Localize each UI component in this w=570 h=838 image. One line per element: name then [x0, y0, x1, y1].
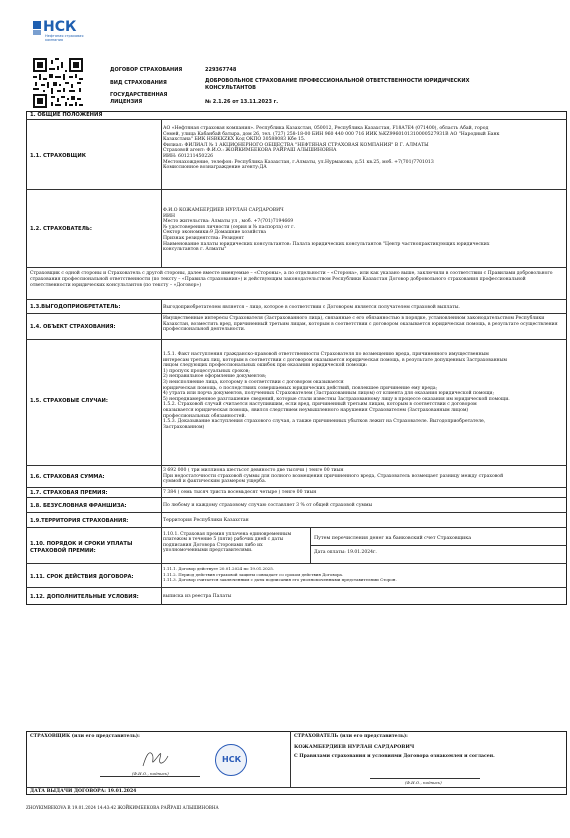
insured-sign-name: КОЖАМБЕРДИЕВ НУРЛАН САРДАРОВИЧ — [294, 744, 415, 750]
logo-tagline-1: Нефтяная страховая — [45, 34, 84, 38]
object-label: 1.4. ОБЪЕКТ СТРАХОВАНИЯ: — [30, 324, 116, 330]
franchise-label: 1.8. БЕЗУСЛОВНАЯ ФРАНШИЗА: — [30, 503, 127, 509]
case-line: Застрахованном) — [163, 424, 205, 430]
preamble-text: Страховщик с одной стороны и Страхователь с другой стороны, далее вместе именуемые – «Стороны», а по отдельности – «Сторона», или как указано выше, заключили в соответствии с Правилами добровольного страхования профессиональной ответственности (по тексту – «Правила страхования») и действующим законодательством Республики Казахстан Договор добровольного страхования профессиональной ответственности юридических консультантов (по тексту – «Договор») — [30, 271, 553, 288]
term-line: 1.11.1. Договор действует 20.01.2024 по 19.01.2025. — [163, 566, 275, 571]
case-line: 2) неправильное оформление документов; — [163, 374, 267, 380]
payment-label-2: СТРАХОВОЙ ПРЕМИИ: — [30, 548, 96, 554]
insurer-line: АО «Нефтяная страховая компания». Республика Казахстан, 050012, Республика Казахстан, F18A7E4 (071400), область Абай, город — [163, 126, 489, 131]
premium-label: 1.7. СТРАХОВАЯ ПРЕМИЯ: — [30, 490, 108, 496]
sum-line: 3 692 000 ( три миллиона шестьсот девяносто две тысячи ) тенге 00 тиын — [163, 468, 344, 473]
signature-block — [26, 731, 567, 795]
logo-tagline-2: компания — [45, 38, 63, 42]
extra-label: 1.12. ДОПОЛНИТЕЛЬНЫЕ УСЛОВИЯ: — [30, 594, 139, 600]
payment-line: платежом в течение 5 (пяти) рабочих дней с даты — [163, 537, 284, 543]
insurance-type-value: ДОБРОВОЛЬНОЕ СТРАХОВАНИЕ ПРОФЕССИОНАЛЬНОЙ ОТВЕТСТВЕННОСТИ ЮРИДИЧЕСКИХ КОНСУЛЬТАНТОВ — [205, 78, 470, 91]
territory-value: Территория Республики Казахстан — [163, 518, 249, 523]
insured-sign-caption: (Ф.И.О., подпись) — [405, 780, 442, 785]
insured-label: 1.2. СТРАХОВАТЕЛЬ: — [30, 226, 92, 232]
signature-line — [370, 778, 480, 779]
divider — [161, 588, 162, 605]
insured-line: Наименование палаты юридических консультантов: Палата юридических консультантов "Центр частнопрактикующих юридических — [163, 241, 490, 247]
insurer-line: Филиал: ФИЛИАЛ № 1 АКЦИОНЕРНОГО ОБЩЕСТВА "НЕФТЯНАЯ СТРАХОВАЯ КОМПАНИЯ" В Г. АЛМАТЫ — [163, 142, 429, 148]
payment-method: Путем перечисления денег на банковский счет Страховщика — [314, 536, 472, 541]
logo-name: НСК — [43, 19, 77, 35]
case-line: 1) пропуск процессуальных сроков; — [163, 368, 250, 374]
term-line: 1.11.3. Договор считается заключенным с даты подписания его уполномоченными представителями Сторон. — [163, 577, 397, 583]
insurer-line: Местонахождение, телефон: Республика Казахстан, г.Алматы, ул.Нурмакова, д.51 кв.25, моб. +7(701)7701013 — [163, 159, 434, 165]
divider — [161, 300, 162, 314]
sum-details — [163, 468, 563, 485]
insured-agreement: С Правилами страхования и условиями Договора ознакомлен и согласен. — [294, 754, 495, 759]
contract-label: ДОГОВОР СТРАХОВАНИЯ — [110, 67, 183, 73]
divider — [310, 545, 567, 546]
case-line: 5) непреднамеренное разглашение сведений, которые стали известны Застрахованному лицу в процессе оказания им юридической помощи. — [163, 396, 510, 402]
cases-label: 1.5. СТРАХОВЫЕ СЛУЧАИ: — [30, 398, 108, 404]
insured-sign-title: СТРАХОВАТЕЛЬ (или его представитель): — [294, 734, 408, 739]
beneficiary-label: 1.3.ВЫГОДОПРИОБРЕТАТЕЛЬ: — [30, 304, 121, 310]
extra-value: выписка из реестра Палаты — [163, 594, 232, 599]
divider — [161, 340, 162, 466]
insurer-sign-caption: (Ф.И.О., подпись) — [132, 771, 169, 776]
payment-line: 1.10.1. Страховая премия уплачена единовременным — [163, 532, 292, 537]
license-label-2: ЛИЦЕНЗИЯ — [110, 99, 143, 105]
payment-details — [163, 532, 308, 554]
divider — [290, 731, 291, 787]
insured-line: № удостоверения личности (серия и № паспорта) от г. — [163, 224, 295, 230]
divider — [26, 787, 567, 788]
case-line: 4) утрата или порча документов, полученных Страхователем (Застрахованным лицом) от клиента для оказания юридической помощи; — [163, 391, 495, 397]
insurer-line: Казахстана" БИК HSBKKZKX Код ОКПО 30588083 Кбе 15. — [163, 137, 306, 143]
insurer-line: ИИН: 601211450226 — [163, 153, 214, 159]
payment-label-1: 1.10. ПОРЯДОК И СРОКИ УПЛАТЫ — [30, 541, 133, 547]
divider — [161, 564, 162, 588]
insured-line: ИИН — [163, 213, 176, 219]
divider — [161, 190, 162, 268]
insured-line: консультантов г. Алматы" — [163, 247, 227, 253]
case-line: профессиональных обязанностей. — [163, 413, 246, 419]
insured-line: Ф.И.О КОЖАМБЕРДИЕВ НУРЛАН САРДАРОВИЧ — [163, 208, 284, 213]
qr-code — [33, 58, 83, 108]
divider — [310, 528, 311, 564]
insurer-sign-title: СТРАХОВЩИК (или его представитель): — [30, 734, 140, 739]
divider — [161, 488, 162, 498]
insurer-line: Страховой агент: Ф.И.О.: ЖОЙКИМБЕКОВА РАЙРАШ АЛЫШИНОВНА — [163, 148, 337, 154]
premium-value: 7 384 ( семь тысяч триста восемьдесят четыре ) тенге 00 тиын — [163, 490, 317, 495]
divider — [161, 528, 162, 564]
case-line: лицом следующих профессиональных ошибок при оказании юридической помощи: — [163, 363, 368, 369]
insurance-type-label: ВИД СТРАХОВАНИЯ — [110, 80, 167, 86]
case-line: 1.5.2. Страховой случай считается наступившим, если вред, причиненный третьим лицам, которым в соответствии с договором — [163, 402, 477, 408]
sum-line: суммой и фактическим размером ущерба. — [163, 479, 267, 485]
divider — [161, 120, 162, 190]
divider — [161, 513, 162, 528]
stamp-text: НСК — [222, 755, 242, 764]
sum-label: 1.6. СТРАХОВАЯ СУММА: — [30, 474, 105, 480]
divider — [161, 314, 162, 340]
signature-line — [100, 776, 200, 777]
company-logo — [33, 19, 93, 47]
insured-line: Сектор экономики:9 Домашние хозяйства — [163, 230, 266, 236]
section-general-row — [26, 111, 567, 120]
license-value: № 2.1.26 от 13.11.2023 г. — [205, 99, 279, 105]
cases-details — [163, 352, 563, 430]
payment-line: подписания Договора Сторонами либо их — [163, 542, 263, 548]
case-line: интересам третьих лиц, которым в соответствии с договором оказывается юридическая помощь, в результате допущенных Застрахованным — [163, 357, 507, 363]
insurer-details — [163, 126, 563, 171]
term-details — [163, 566, 397, 583]
contract-number: 229367748 — [205, 67, 237, 73]
object-value: Имущественные интересы Страхователя (Застрахованного лица), связанные с его обязанностью в порядке, установленном законодательством Республики Казахстан, возместить вред, причиненный третьим лицам, которым в соответствии с договором оказывается юридическая помощь, в результате осуществления профессиональной деятельности. — [163, 316, 558, 333]
territory-label: 1.9.ТЕРРИТОРИЯ СТРАХОВАНИЯ: — [30, 518, 129, 524]
license-label-1: ГОСУДАРСТВЕННАЯ — [110, 92, 168, 98]
company-stamp — [215, 744, 247, 776]
divider — [161, 498, 162, 513]
insured-details — [163, 208, 563, 253]
insured-line: Место жительства: Алматы ул , моб. +7(701)7194669 — [163, 219, 294, 225]
divider — [161, 466, 162, 488]
issue-date: ДАТА ВЫДАЧИ ДОГОВОРА: 19.01.2024 — [30, 789, 137, 794]
insurer-label: 1.1. СТРАХОВЩИК — [30, 153, 86, 159]
term-line: 1.11.2. Период действия страховой защиты совпадает со сроком действия Договора. — [163, 571, 344, 577]
case-line: 3) неисполнение лица, которому в соответствии с договором оказывается — [163, 379, 344, 385]
case-line: 1.5.1. Факт наступления гражданско-правовой ответственности Страхователя по возмещению вреда, причиненного имущественным — [163, 352, 489, 357]
beneficiary-value: Выгодоприобретателем является – лицо, которое в соответствии с Договором является получателем страховой выплаты. — [163, 305, 460, 310]
case-line: оказывается юридическая помощь, явился следствием неумышленного нарушения Страхователем (Застрахованным лицом) — [163, 407, 469, 413]
sum-line: При недостаточности страховой суммы для полного возмещения причиненного вреда, Страхователь возмещает разницу между страховой — [163, 473, 504, 479]
payment-line: уполномоченными представителями. — [163, 548, 253, 554]
footer-stamp: ZHOYKIMBEKOVA R 19.01.2024 14:43:42 ЖОЙКИМБЕКОВА РАЙРАШ АЛЫШИНОВНА — [26, 805, 219, 810]
signature-scribble — [140, 746, 170, 770]
insurer-line: Семей, улица Кабанбай батыра, дом 26, тел. (727) 258-18-00 БИН 960 440 000 716 ИИК №KZ9960101310000527931В АО "Народный Банк — [163, 131, 500, 137]
case-line: юридическая помощь, о последствиях совершаемых юридических действий, повлекшее причинение ему вреда; — [163, 385, 438, 391]
case-line: 1.5.3. Доказывание наступления страхового случая, а также причиненных убытков лежит на Страхователе. Выгодоприобретателе, — [163, 419, 486, 425]
payment-date: Дата оплаты: 19.01.2024г. — [314, 550, 377, 555]
insured-line: Признак резидентства: Резидент — [163, 235, 244, 241]
section-general-title: 1. ОБЩИЕ ПОЛОЖЕНИЯ — [30, 112, 103, 118]
term-label: 1.11. СРОК ДЕЙСТВИЯ ДОГОВОРА: — [30, 574, 134, 580]
franchise-value: По любому и каждому страховому случаю составляет 3 % от общей страховой суммы — [163, 503, 373, 508]
insurer-line: Комиссионное вознаграждение агенту:ДА — [163, 165, 267, 171]
